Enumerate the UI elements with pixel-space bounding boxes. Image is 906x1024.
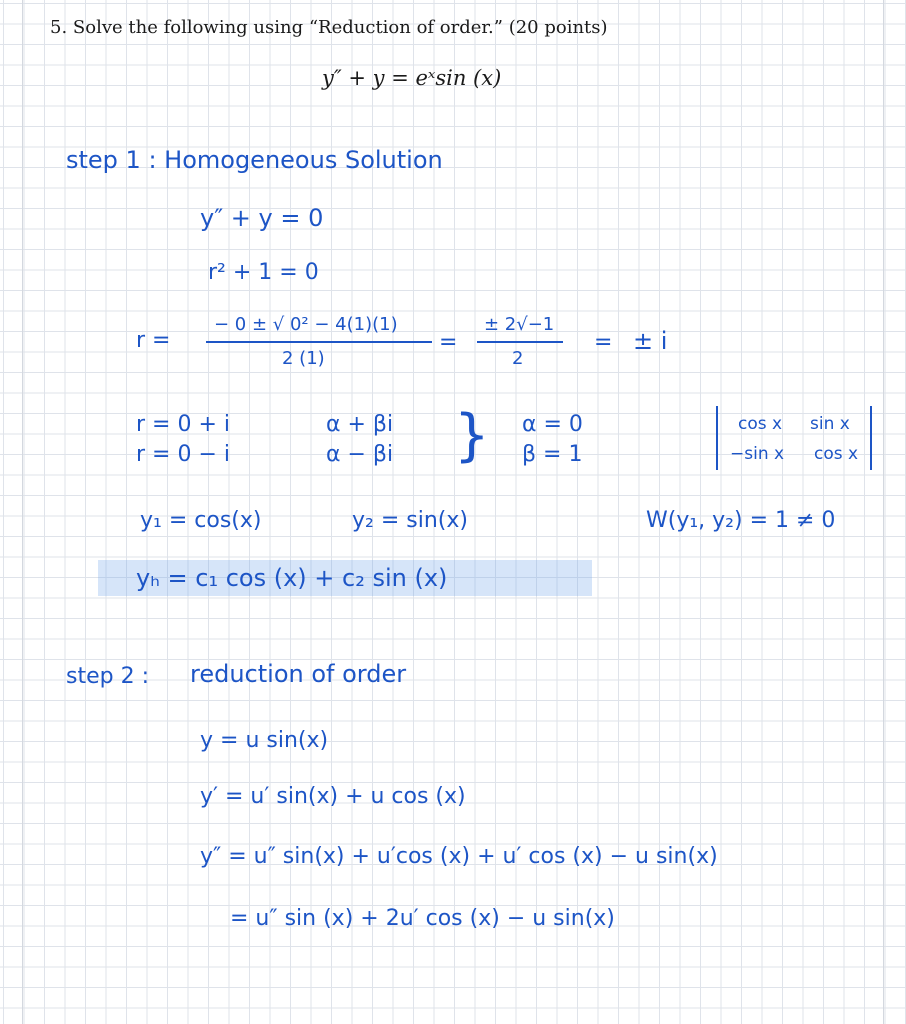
wronskian-matrix (716, 406, 872, 470)
substitution-y-double-prime: y″ = u″ sin(x) + u′cos (x) + u′ cos (x) − u sin(x) (200, 844, 718, 869)
substitution-y: y = u sin(x) (200, 728, 329, 753)
homogeneous-solution: yₕ = c₁ cos (x) + c₂ sin (x) (136, 564, 448, 592)
simplified-denominator: 2 (512, 348, 524, 369)
wronskian-entry-11: cos x (738, 414, 783, 434)
question-header: 5. Solve the following using “Reduction of order.” (20 points) (50, 17, 608, 38)
equals-sign-2: = (594, 330, 613, 355)
step2-subtitle: reduction of order (190, 660, 407, 688)
wronskian-entry-21: −sin x (730, 444, 785, 464)
step1-ode: y″ + y = 0 (200, 204, 324, 232)
quadratic-fraction-bar (206, 341, 432, 343)
beta-value: β = 1 (522, 442, 583, 467)
root-result: ± i (633, 327, 668, 355)
question-equation: y″ + y = eˣsin (x) (322, 66, 502, 90)
quadratic-r-label: r = (136, 328, 171, 353)
complex-form-1: α + βi (326, 412, 394, 437)
step1-characteristic-eq: r² + 1 = 0 (208, 260, 319, 285)
wronskian-entry-12: sin x (810, 414, 850, 434)
solution-y1: y₁ = cos(x) (140, 508, 262, 533)
quadratic-numerator: − 0 ± √ 0² − 4(1)(1) (214, 314, 398, 335)
solution-y2: y₂ = sin(x) (352, 508, 468, 533)
equals-sign-1: = (439, 330, 458, 355)
substitution-y-prime: y′ = u′ sin(x) + u cos (x) (200, 784, 466, 809)
alpha-value: α = 0 (522, 412, 583, 437)
substitution-simplified: = u″ sin (x) + 2u′ cos (x) − u sin(x) (230, 906, 615, 931)
simplified-fraction-bar (477, 341, 563, 343)
complex-form-2: α − βi (326, 442, 394, 467)
root-2: r = 0 − i (136, 442, 230, 467)
wronskian-result: W(y₁, y₂) = 1 ≠ 0 (646, 508, 836, 533)
root-1: r = 0 + i (136, 412, 230, 437)
step1-title: step 1 : Homogeneous Solution (66, 146, 443, 174)
right-brace: } (454, 403, 490, 468)
wronskian-entry-22: cos x (814, 444, 859, 464)
step2-title: step 2 : (66, 664, 149, 689)
simplified-numerator: ± 2√−1 (484, 314, 555, 335)
quadratic-denominator: 2 (1) (282, 348, 325, 369)
